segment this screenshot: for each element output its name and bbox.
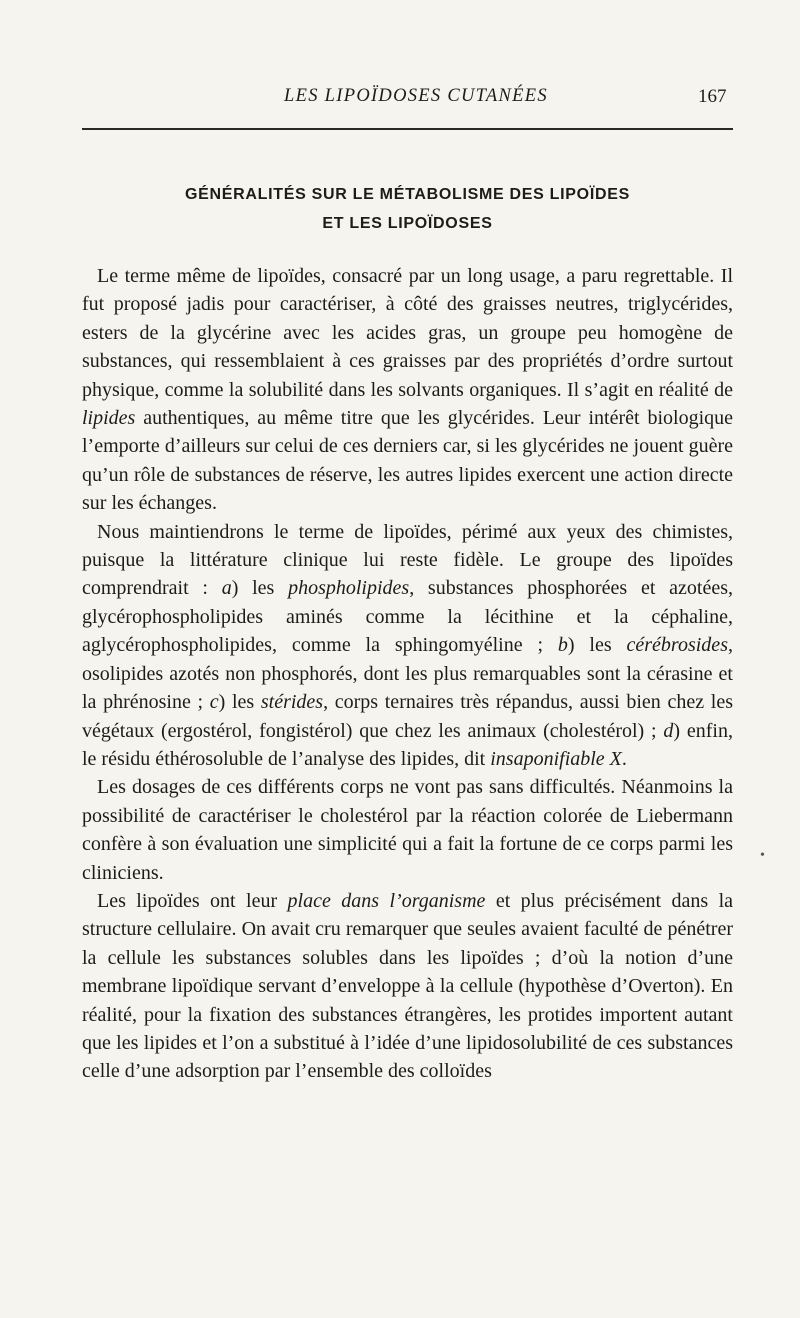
section-title-line-1: GÉNÉRALITÉS SUR LE MÉTABOLISME DES LIPOÏDES	[185, 186, 630, 203]
p2-italic-phospholipides: phospholipides	[288, 577, 410, 600]
running-head: LES LIPOÏDOSES CUTANÉES	[284, 86, 548, 106]
p2-text-g: , corps ternaires très répandus, aussi bien chez les végétaux (ergostérol, fongistérol) que chez les animaux (cholestérol) ;	[82, 691, 733, 742]
margin-mark: •	[760, 848, 765, 863]
p2-italic-c: c	[209, 691, 219, 714]
paragraph-4	[82, 887, 733, 1086]
p2-text-b: ) les	[231, 577, 289, 600]
p2-text-h: ) enfin, le résidu éthérosoluble de l’analyse des lipides, dit	[82, 719, 733, 770]
p2-text-a: Nous maintiendrons le terme de lipoïdes, périmé aux yeux des chimistes, puisque la littérature clinique lui reste fidèle. Le groupe des lipoïdes comprendrait :	[82, 520, 733, 600]
page-number: 167	[698, 86, 727, 107]
p4-text-a: Les lipoïdes ont leur	[97, 889, 288, 912]
paragraph-2	[82, 518, 733, 774]
p4-italic-place: place dans l’organisme	[287, 889, 486, 912]
p2-italic-d: d	[663, 719, 674, 742]
section-title	[82, 180, 733, 238]
p1-italic-lipides: lipides	[82, 407, 136, 430]
section-title-line-2: ET LES LIPOÏDOSES	[322, 215, 493, 232]
p2-text-c: , substances phosphorées et azotées, glycérophospholipides aminés comme la lécithine et la céphaline, aglycérophospholipides, comme la sphingomyéline ;	[82, 577, 733, 657]
p2-italic-a: a	[221, 577, 232, 600]
p2-italic-cerebrosides: cérébrosides	[626, 634, 728, 657]
body-text	[82, 262, 733, 1086]
p2-text-d: ) les	[567, 634, 627, 657]
p2-text-e: , osolipides azotés non phosphorés, dont les plus remarquables sont la cérasine et la phrénosine ;	[82, 634, 733, 714]
paragraph-1	[82, 262, 733, 518]
p1-text-b: authentiques, au même titre que les glycérides. Leur intérêt biologique l’emporte d’ailleurs sur celui de ces derniers car, si les glycérides ne jouent guère qu’un rôle de substances de réserve, les autres lipides exercent une action directe sur les échanges.	[82, 407, 733, 515]
p4-text-b: et plus précisément dans la structure cellulaire. On avait cru remarquer que seules avaient faculté de pénétrer la cellule les substances solubles dans les lipoïdes ; d’où la notion d’une membrane lipoïdique servant d’enveloppe à la cellule (hypothèse d’Overton). En réalité, pour la fixation des substances étrangères, les protides importent autant que les lipides et l’on a substitué à l’idée d’une lipidosolubilité de ces substances celle d’une adsorption par l’ensemble des colloïdes	[82, 889, 733, 1083]
p2-italic-insaponifiable: insaponifiable X	[490, 747, 622, 770]
header-rule	[82, 128, 733, 130]
p2-italic-sterides: stérides	[260, 691, 324, 714]
p2-text-f: ) les	[218, 691, 261, 714]
paragraph-3: Les dosages de ces différents corps ne vont pas sans difficultés. Néanmoins la possibilité de caractériser le cholestérol par la réaction colorée de Liebermann confère à son évaluation une simplicité qui a fait la fortune de ce corps parmi les cliniciens.	[82, 776, 733, 884]
p1-text-a: Le terme même de lipoïdes, consacré par un long usage, a paru regrettable. Il fut proposé jadis pour caractériser, à côté des graisses neutres, triglycérides, esters de la glycérine avec les acides gras, un groupe peu homogène de substances, qui ressemblaient à ces graisses par des propriétés d’ordre surtout physique, comme la solubilité dans les solvants organiques. Il s’agit en réalité de	[82, 265, 733, 401]
p2-italic-b: b	[557, 634, 568, 657]
p2-text-i: .	[621, 747, 627, 770]
